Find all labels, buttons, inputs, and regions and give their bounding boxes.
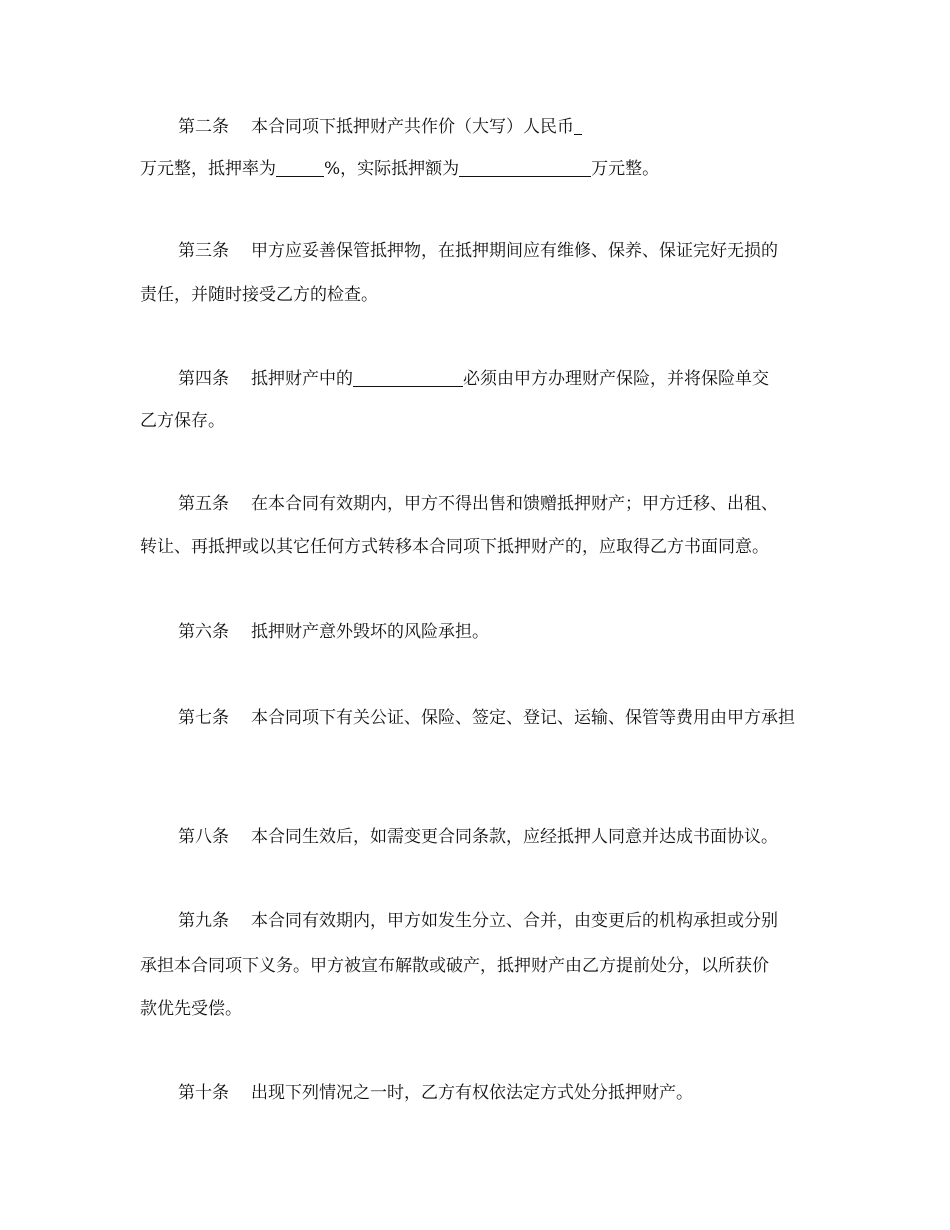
clause-5-number: 第五条 bbox=[178, 494, 229, 514]
clause-5-text-2: 转让、再抵押或以其它任何方式转移本合同项下抵押财产的，应取得乙方书面同意。 bbox=[140, 537, 769, 557]
clause-2-line-2 bbox=[140, 158, 659, 179]
clause-3-line-2 bbox=[140, 285, 378, 305]
clause-3-number: 第三条 bbox=[178, 241, 229, 261]
insured-property-blank bbox=[353, 368, 463, 387]
clause-4-number: 第四条 bbox=[178, 369, 229, 389]
clause-6-text: 抵押财产意外毁坏的风险承担。 bbox=[251, 622, 489, 642]
clause-6-line-1 bbox=[178, 622, 489, 642]
clause-9-text-3: 款优先受偿。 bbox=[140, 999, 242, 1019]
price-blank bbox=[574, 116, 582, 135]
clause-8-text: 本合同生效后，如需变更合同条款，应经抵押人同意并达成书面协议。 bbox=[251, 827, 778, 847]
clause-4-text-a: 抵押财产中的 bbox=[251, 369, 353, 389]
clause-5-line-1 bbox=[178, 494, 778, 514]
mortgage-rate-blank bbox=[276, 158, 324, 177]
clause-2-text-c: 万元整。 bbox=[591, 159, 660, 179]
clause-9-line-1 bbox=[178, 911, 778, 931]
clause-9-line-2 bbox=[140, 956, 769, 976]
clause-2-text: 本合同项下抵押财产共作价（大写）人民币 bbox=[251, 117, 574, 137]
clause-2-text-a: 万元整，抵押率为 bbox=[140, 159, 276, 179]
clause-10-number: 第十条 bbox=[178, 1083, 229, 1103]
clause-3-text: 甲方应妥善保管抵押物，在抵押期间应有维修、保养、保证完好无损的 bbox=[251, 241, 778, 261]
clause-2-line-1 bbox=[178, 116, 582, 137]
clause-8-line-1 bbox=[178, 827, 778, 847]
clause-6-number: 第六条 bbox=[178, 622, 229, 642]
clause-2-number: 第二条 bbox=[178, 117, 229, 137]
clause-2-text-b: %，实际抵押额为 bbox=[324, 159, 460, 179]
clause-9-text: 本合同有效期内，甲方如发生分立、合并，由变更后的机构承担或分别 bbox=[251, 911, 778, 931]
clause-10-line-1 bbox=[178, 1083, 693, 1103]
clause-4-text-2: 乙方保存。 bbox=[140, 411, 225, 431]
clause-9-text-2: 承担本合同项下义务。甲方被宣布解散或破产，抵押财产由乙方提前处分，以所获价 bbox=[140, 956, 769, 976]
clause-7-text: 本合同项下有关公证、保险、签定、登记、运输、保管等费用由甲方承担 bbox=[251, 708, 795, 728]
clause-7-number: 第七条 bbox=[178, 708, 229, 728]
clause-3-text-2: 责任，并随时接受乙方的检查。 bbox=[140, 285, 378, 305]
clause-5-text: 在本合同有效期内，甲方不得出售和馈赠抵押财产；甲方迁移、出租、 bbox=[251, 494, 778, 514]
clause-7-line-1 bbox=[178, 708, 795, 728]
actual-amount-blank bbox=[459, 158, 591, 177]
clause-3-line-1 bbox=[178, 241, 778, 261]
clause-4-text-b: 必须由甲方办理财产保险，并将保险单交 bbox=[463, 369, 769, 389]
clause-4-line-2 bbox=[140, 411, 225, 431]
clause-5-line-2 bbox=[140, 537, 769, 557]
clause-9-number: 第九条 bbox=[178, 911, 229, 931]
clause-8-number: 第八条 bbox=[178, 827, 229, 847]
clause-4-line-1 bbox=[178, 368, 769, 389]
clause-9-line-3 bbox=[140, 999, 242, 1019]
clause-10-text: 出现下列情况之一时，乙方有权依法定方式处分抵押财产。 bbox=[251, 1083, 693, 1103]
